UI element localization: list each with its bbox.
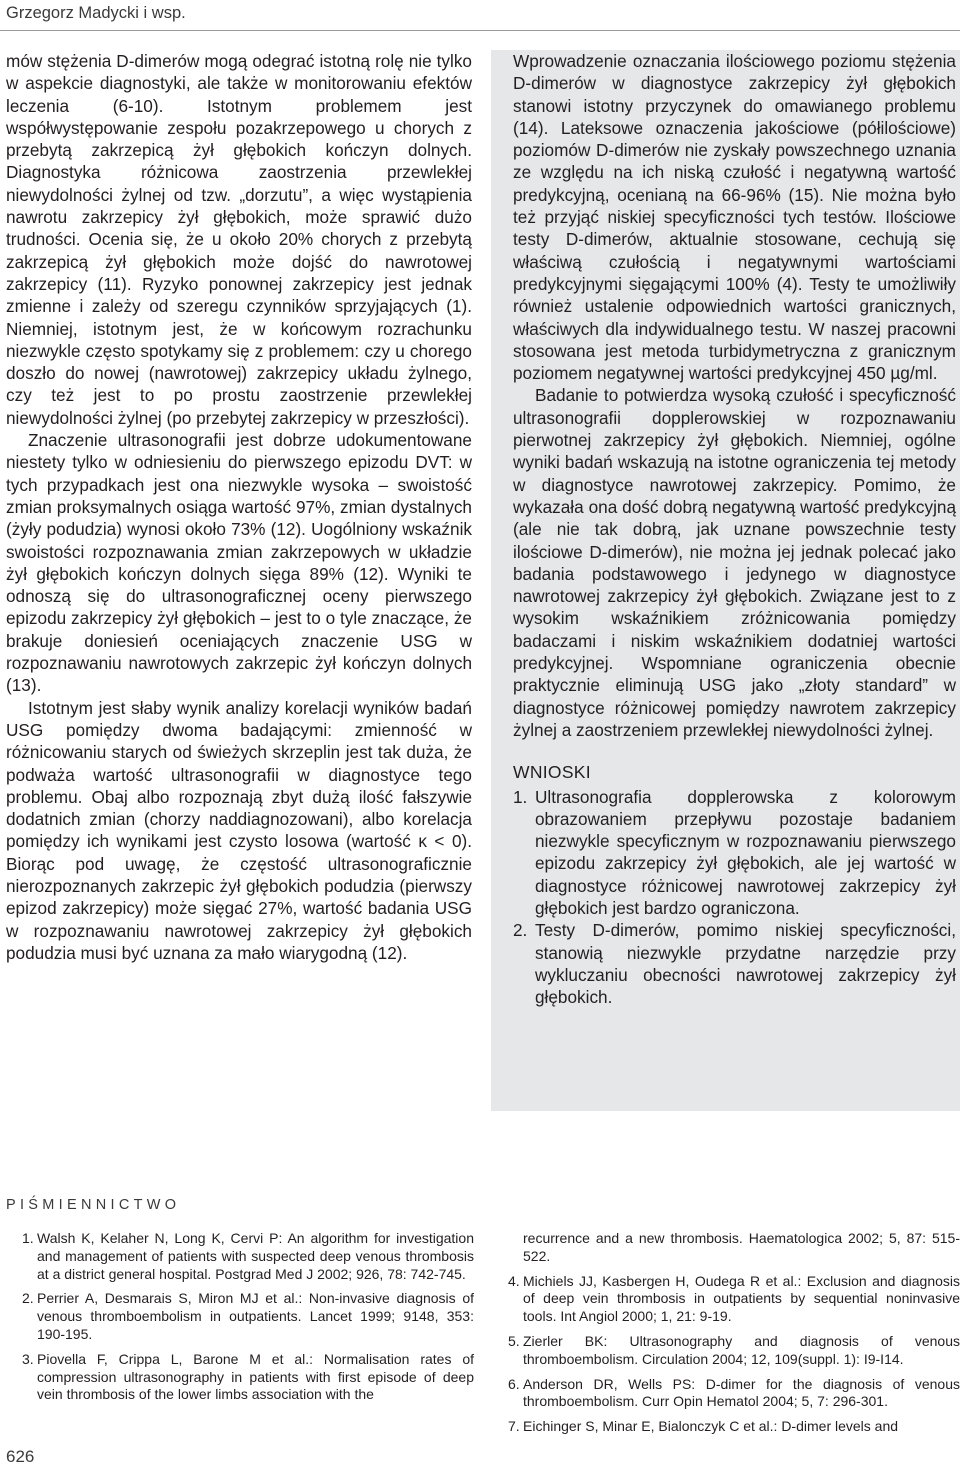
reference-number: 2. [22,1290,34,1307]
references-right-column [508,1230,960,1443]
reference-text: Zierler BK: Ultrasonography and diagnosis of venous thromboembolism. Circulation 2004; 12, 109(suppl. 1): I9-I14. [523,1332,960,1367]
paragraph: mów stężenia D-dimerów mogą odegrać istotną rolę nie tylko w aspekcie diagnostyki, ale także w monitorowaniu efektów leczenia (6-10). Istotnym problemem jest współwystępowanie zespołu pozakrzepowego u chorych z przebytą zakrzepicą żył głębokich kończyn dolnych. Diagnostyka różnicowa zaostrzenia przewlekłej niewydolności żylnej od tzw. „dorzutu”, a więc wystąpienia nawrotu zakrzepicy żył głębokich, może sprawić dużo trudności. Ocenia się, że u około 20% chorych z przebytą zakrzepicą żył głębokich może dojść do nawrotowej zakrzepicy (11). Ryzyko ponownej zakrzepicy jest jednak zmienne i zależy od szeregu czynników sprzyjających (1). Niemniej, istotnym jest, że w końcowym rozrachunku niezwykle często spotykamy się z problemem: czy u chorego doszło do nowej (nawrotowej) zakrzepicy układu żylnego, czy też jest to po prostu zaostrzenie przewlekłej niewydolności żylnej (po przebytej zakrzepicy w przeszłości). [6,51,472,428]
list-item [513,786,956,920]
reference-item [508,1376,960,1412]
paragraph: Badanie to potwierdza wysoką czułość i specyficzność ultrasonografii dopplerowskiej w rozpoznawaniu pierwotnej zakrzepicy żył głębokich. Niemniej, ogólne wyniki badań wskazują na istotne ograniczenia tej metody w diagnostyce nawrotowej zakrzepicy. Pomimo, że wykazała ona dość dobrą negatywną wartość predykcyjną (ale nie tak dobrą, jak uznane powszechnie testy ilościowe D-dimerów), nie można jej jednak polecać jako badania podstawowego i jedynego w diagnostyce nawrotowej zakrzepicy żył głębokich. Związane jest to z wysokim wskaźnikiem zróżnicowania pomiędzy badaczami i niskim wskaźnikiem dodatniej wartości predykcyjnej. Wspomniane ograniczenia obecnie praktycznie eliminują USG jako „złoty standard” w diagnostyce różnicowej pomiędzy nawrotem zakrzepicy żylnej a zaostrzeniem przewlekłej niewydolności żylnej. [513,385,956,740]
reference-continuation: recurrence and a new thrombosis. Haematologica 2002; 5, 87: 515-522. [523,1230,960,1264]
reference-number: 3. [22,1350,34,1367]
reference-number: 6. [508,1375,520,1392]
list-item-number: 2. [513,920,528,941]
conclusions-list [513,786,956,1009]
list-item-number: 1. [513,786,528,807]
reference-item [22,1290,474,1343]
list-item-text: Ultrasonografia dopplerowska z kolorowym obrazowaniem przepływu pozostaje badaniem niezwykle specyficznym w rozpoznawaniu pierwszego epizodu zakrzepicy żył głębokich, ale jej wartość w diagnostyce różnicowej nawrotowej zakrzepicy żył głębokich jest bardzo ograniczona. [535,786,956,918]
references-left-column [22,1230,474,1411]
reference-item [22,1230,474,1283]
reference-item [508,1273,960,1326]
left-text-column [6,50,472,964]
reference-item [508,1333,960,1369]
reference-text: Anderson DR, Wells PS: D-dimer for the diagnosis of venous thromboembolism. Curr Opin Hematol 2004; 5, 7: 296-301. [523,1375,960,1410]
reference-text: Piovella F, Crippa L, Barone M et al.: Normalisation rates of compression ultrasonography in patients with first episode of deep vein thrombosis of the lower limbs association with the [37,1350,474,1403]
page-number: 626 [6,1447,35,1466]
reference-text: Walsh K, Kelaher N, Long K, Cervi P: An algorithm for investigation and management of patients with suspected deep venous thrombosis at a district general hospital. Postgrad Med J 2002; 926, 78: 742-745. [37,1230,474,1282]
list-item-text: Testy D-dimerów, pomimo niskiej specyficzności, stanowią niezwykle przydatne narzędzie przy wykluczaniu obecności nawrotowej zakrzepicy żył głębokich. [535,920,956,1008]
reference-number: 1. [22,1230,34,1246]
reference-number: 5. [508,1332,520,1349]
reference-text: Eichinger S, Minar E, Bialonczyk C et al.: D-dimer levels and [523,1418,899,1435]
conclusions-heading: WNIOSKI [513,762,591,783]
reference-item [22,1351,474,1404]
paragraph: Znaczenie ultrasonografii jest dobrze udokumentowane niestety tylko w odniesieniu do pierwszego epizodu DVT: w tych przypadkach jest ona niezwykle wysoka – swoistość zmian proksymalnych osiąga wartość 97%, zmian dystalnych (żyły podudzia) wynosi około 73% (12). Uogólniony wskaźnik swoistości rozpoznawania zmian zakrzepowych w układzie żył głębokich kończyn dolnych sięga 89% (12). Wyniki te odnoszą się do ultrasonograficznej oceny pierwszego epizodu zakrzepicy żył głębokich – jest to o tyle znaczące, że brakuje doniesień oceniających znaczenie USG w rozpoznawaniu nawrotowych zakrzepic żył kończyn dolnych (13). [6,430,472,696]
header-rule [0,30,960,31]
reference-item [508,1418,960,1436]
reference-text: Michiels JJ, Kasbergen H, Oudega R et al.: Exclusion and diagnosis of deep vein thrombosis in outpatients by sequential noninvasive tools. Int Angiol 2000; 1, 21: 9-19. [523,1272,960,1325]
reference-number: 7. [508,1418,520,1435]
references-heading: PIŚMIENNICTWO [6,1197,181,1213]
reference-number: 4. [508,1272,520,1289]
paragraph: Istotnym jest słaby wynik analizy korelacji wyników badań USG pomiędzy dwoma badającymi: zmienność w różnicowaniu starych od świeżych skrzeplin jest tak duża, że podważa wartość ultrasonografii w diagnostyce tego problemu. Obaj albo rozpoznają zbyt dużą ilość fałszywie dodatnich zmian (chorzy naddiagnozowani), albo korelacja pomiędzy ich wynikami jest czysto losowa (wartość κ < 0). Biorąc pod uwagę, że częstość ultrasonograficznie nierozpoznanych zakrzepic żył głębokich podudzia (pierwszy epizod zakrzepicy) może sięgać 27%, wartość badania USG w rozpoznawaniu nawrotowej zakrzepicy żył głębokich podudzia musi być uznana za mało wiarygodną (12). [6,697,472,963]
paragraph: Wprowadzenie oznaczania ilościowego poziomu stężenia D-dimerów w diagnostyce zakrzepicy żył głębokich stanowi istotny przyczynek do omawianego problemu (14). Lateksowe oznaczenia jakościowe (półilościowe) poziomów D-dimerów nie zyskały powszechnego uznania ze względu na ich niską czułość i negatywną wartość predykcyjną, ocenianą na 66-96% (15). Nie można było też przyjąć niskiej specyficzności tych testów. Ilościowe testy D-dimerów, aktualnie stosowane, cechują się właściwą czułością i negatywnymi wartościami predykcyjnymi sięgającymi 100% (4). Testy te umożliwiły również ustalenie odpowiednich wartości granicznych, właściwych dla indywidualnego testu. W naszej pracowni stosowana jest metoda turbidymetryczna z granicznym poziomem negatywnej wartości predykcyjnej 450 µg/ml. [513,51,956,384]
running-header: Grzegorz Madycki i wsp. [6,4,186,22]
list-item [513,919,956,1008]
right-text-column [491,50,960,1111]
reference-text: Perrier A, Desmarais S, Miron MJ et al.: Non-invasive diagnosis of venous thromboembolism in outpatients. Lancet 1999; 9148, 353: 190-195. [37,1290,474,1342]
